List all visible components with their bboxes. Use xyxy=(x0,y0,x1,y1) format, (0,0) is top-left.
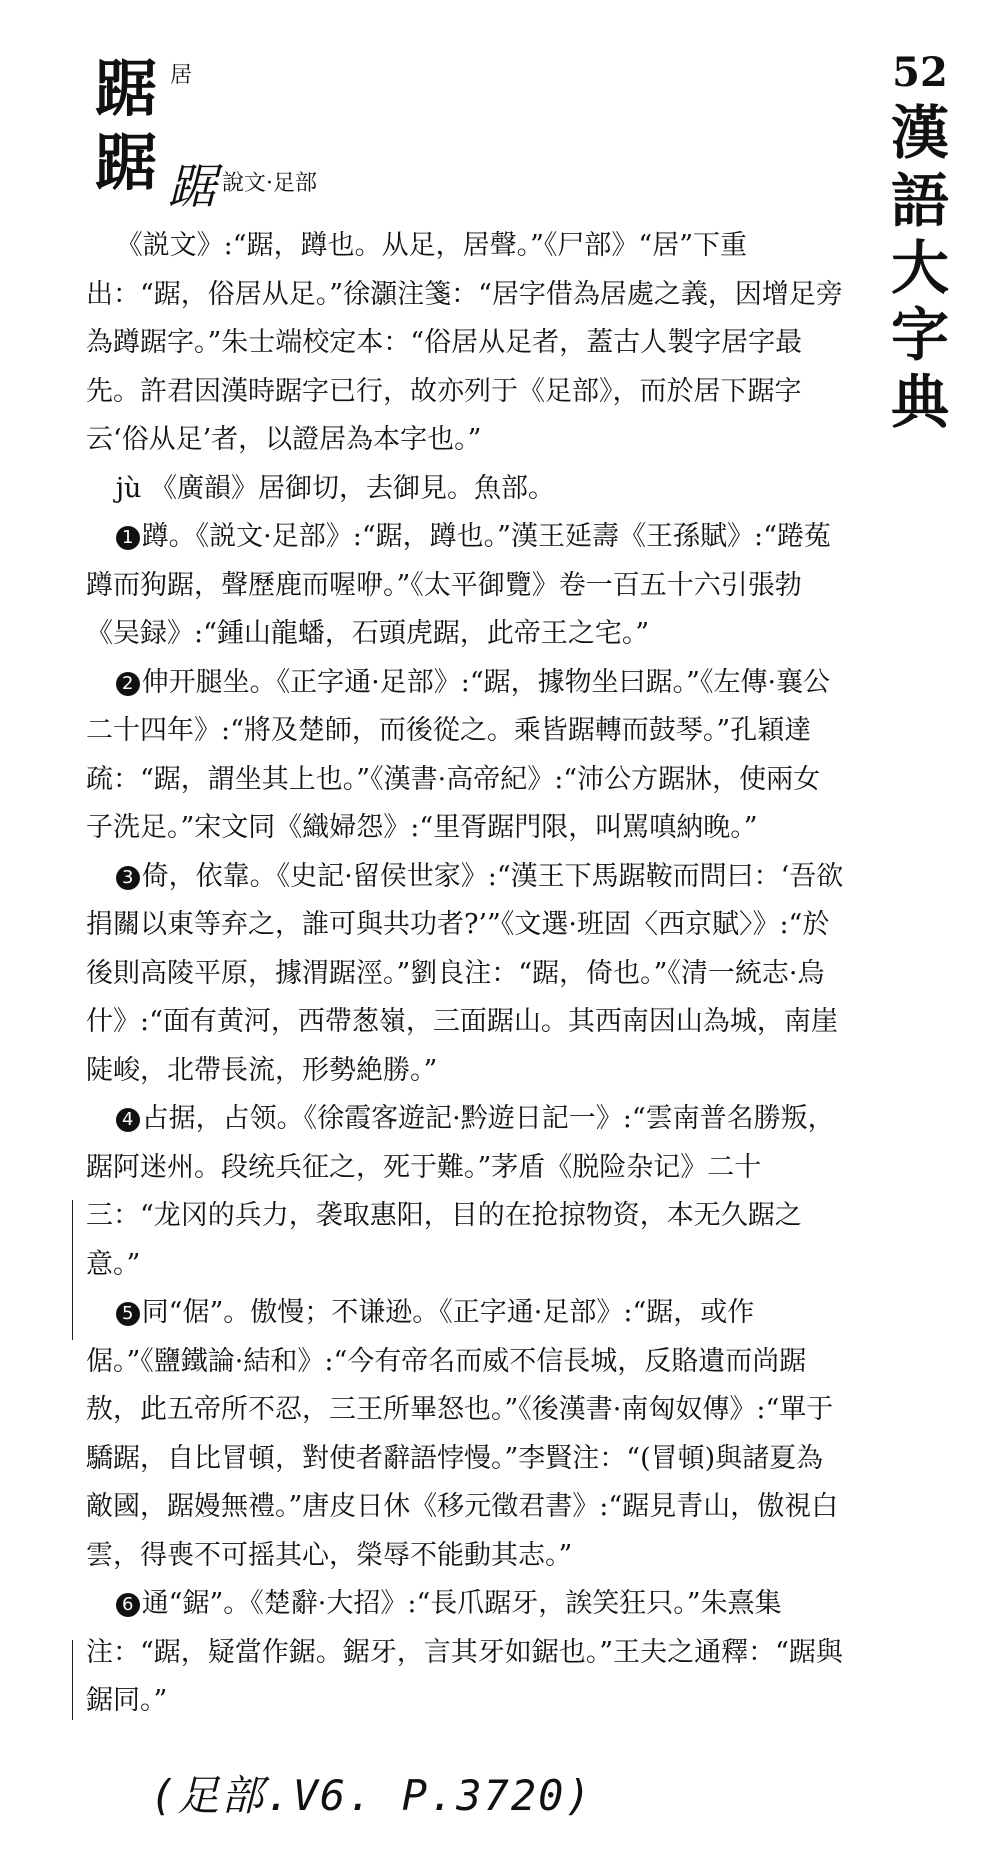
sense-text: 蹲。《説文·足部》:“踞，蹲也。”漢王延壽《王孫賦》:“踡菟蹲而狗踞，聲歷鹿而喔咿。”《太平御覽》卷一百五十六引張勃《吴録》:“鍾山龍蟠，石頭虎踞，此帝王之宅。” xyxy=(86,521,831,649)
scan-margin-line xyxy=(72,1640,73,1720)
headword-char-1: 踞 xyxy=(95,52,158,125)
seal-script-char: 踞 xyxy=(168,159,217,215)
sense-paragraph xyxy=(86,1289,846,1580)
sense-text: 同“倨”。傲慢；不谦逊。《正字通·足部》:“踞，或作倨。”《鹽鐵論·結和》:“今有帝名而威不信長城，反賂遺而尚踞敖，此五帝所不忍，三王所畢怒也。”《後漢書·南匈奴傳》:“單于驕踞，自比冒頓，對使者辭語悖慢。”李賢注：“(冒頓)與諸夏為敵國，踞嫚無禮。”唐皮日休《移元徵君書》:“踞見青山，傲視白雲，得喪不可摇其心，榮辱不能動其志。” xyxy=(86,1297,839,1571)
headword-reading: 居 xyxy=(170,63,193,88)
sense-paragraph xyxy=(86,853,846,1096)
title-char: 字 xyxy=(890,301,949,370)
scan-margin-line xyxy=(72,1200,73,1340)
title-char: 漢 xyxy=(890,99,949,168)
sense-number: 1 xyxy=(116,526,140,550)
pronunciation-line: jù 《廣韻》居御切，去御見。魚部。 xyxy=(115,472,556,504)
sense-text: 通“鋸”。《楚辭·大招》:“長爪踞牙，誒笑狂只。”朱熹集注：“踞，疑當作鋸。鋸牙，言其牙如鋸也。”王夫之通釋：“踞與鋸同。” xyxy=(86,1588,843,1716)
sense-text: 伸开腿坐。《正字通·足部》:“踞，據物坐曰踞。”《左傳·襄公二十四年》:“將及楚師，而後從之。乘皆踞轉而鼓琴。”孔穎達疏：“踞，謂坐其上也。”《漢書·高帝紀》:“沛公方踞牀，使兩女子洗足。”宋文同《織婦怨》:“里胥踞門限，叫駡嗔納晚。” xyxy=(86,666,831,843)
sense-number: 4 xyxy=(116,1108,140,1132)
sense-text: 倚，依靠。《史記·留侯世家》:“漢王下馬踞鞍而問曰：‘吾欲捐關以東等弃之，誰可與共功者?’”《文選·班固〈西京賦〉》:“於後則高陵平原，據渭踞涇。”劉良注：“踞，倚也。”《清一統志·烏什》:“面有黄河，西帶葱嶺，三面踞山。其西南因山為城，南崖陡峻，北帶長流，形勢絶勝。” xyxy=(86,860,844,1086)
title-char: 語 xyxy=(890,166,949,235)
handwritten-note: (足部.V6. P.3720) xyxy=(150,1771,593,1820)
page-number: 52 xyxy=(892,49,948,96)
sense-number: 5 xyxy=(116,1302,140,1326)
dictionary-title xyxy=(880,50,960,437)
sense-paragraph xyxy=(86,1095,846,1289)
headword-char-2: 踞 xyxy=(95,126,158,199)
etymology-paragraph: 《説文》:“踞，蹲也。从足，居聲。”《尸部》“居”下重出：“踞，俗居从足。”徐灝注箋：“居字借為居處之義，因增足旁為蹲踞字。”朱士端校定本：“俗居从足者，蓋古人製字居字最先。許君因漢時踞字已行，故亦列于《足部》，而於居下踞字云‘俗从足’者，以證居為本字也。” xyxy=(86,230,843,455)
seal-source: 說文·足部 xyxy=(222,171,317,196)
entry-body xyxy=(86,222,846,1726)
sense-number: 3 xyxy=(116,866,140,890)
sense-number: 2 xyxy=(116,672,140,696)
sense-number: 6 xyxy=(116,1593,140,1617)
title-char: 典 xyxy=(890,368,949,437)
sense-paragraph xyxy=(86,513,846,659)
sense-text: 占据，占领。《徐霞客遊記·黔遊日記一》:“雲南普名勝叛，踞阿迷州。段统兵征之，死于難。”茅盾《脱险杂记》二十三：“龙冈的兵力，袭取惠阳，目的在抢掠物资，本无久踞之意。” xyxy=(86,1103,835,1280)
title-char: 大 xyxy=(890,233,949,302)
sense-paragraph xyxy=(86,1580,846,1726)
sense-paragraph xyxy=(86,659,846,853)
